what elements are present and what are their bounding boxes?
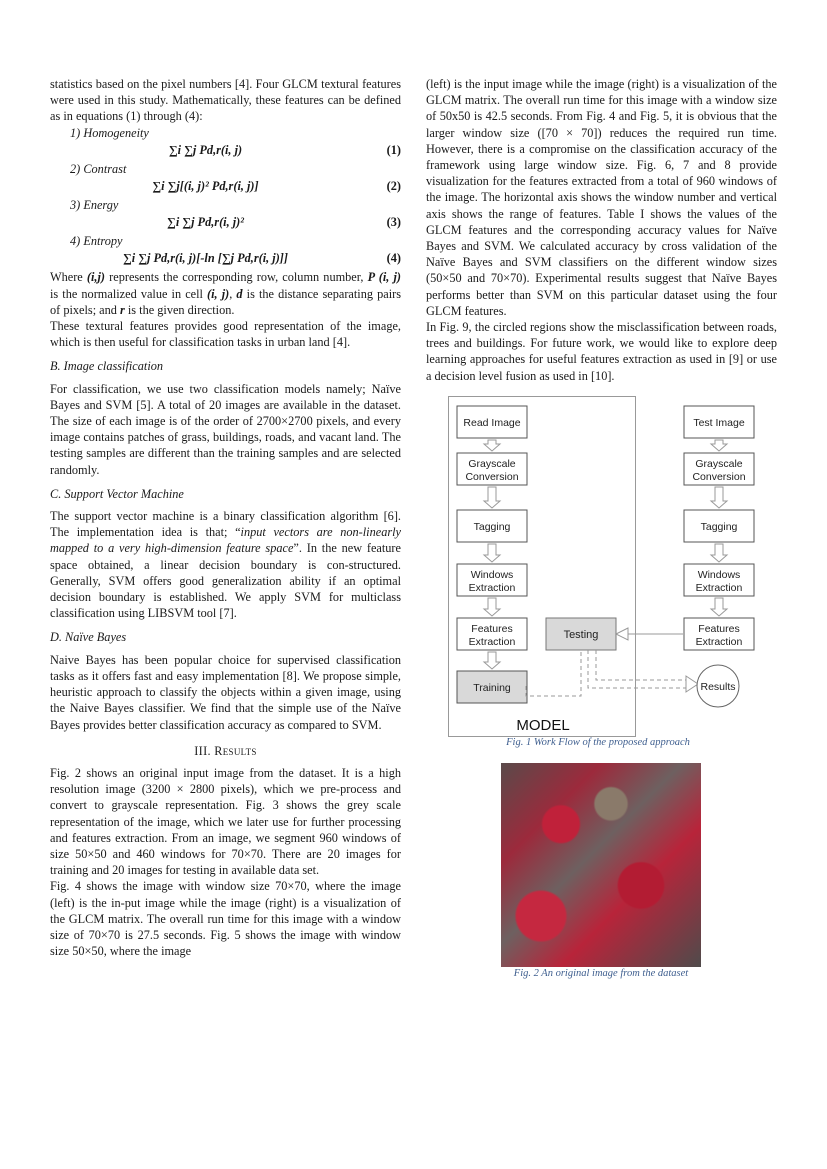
aerial-image (501, 763, 701, 967)
paragraph-image-classification: For classification, we use two classification models namely; Naïve Bayes and SVM [5]. A total of 20 images are available in the dataset. The size of each image is of the order of 2700×2700 pixels, and every image contains patches of grass, buildings, roads, and vacant land. The testing samples are different than the training samples and are selected randomly. (50, 381, 401, 477)
equation-number: (2) (386, 179, 401, 194)
model-box-label: Extraction (468, 582, 516, 594)
model-box-label: Extraction (468, 636, 516, 648)
model-label: MODEL (516, 717, 570, 734)
test-box-label: Features (698, 623, 740, 635)
test-box-label: Extraction (695, 636, 743, 648)
paragraph-naive-bayes: Naive Bayes has been popular choice for supervised classification tasks as it offers fast and easy implementation [8]. We propose simple, heuristic approach to classify the objects within a given image, using the Naive Bayes classifier. We find that the simple use of the Naïve Bayes provides better classification accuracy as compared to SVM. (50, 652, 401, 732)
equation-expression: ∑i ∑j Pd,r(i, j)² (167, 215, 244, 230)
test-box-label: Windows (697, 569, 741, 581)
results-label: Results (700, 681, 736, 693)
paragraph-svm: The support vector machine is a binary classification algorithm [6]. The implementation idea is that; “input vectors are non-linearly mapped to a very high-dimension feature space”. In the new feature space obtained, a linear decision boundary is con-structured. Generally, SVM offers good generalization ability if an optimal decision boundary is established. We apply SVM for multiclass classification using LIBSVM tool [7]. (50, 509, 402, 621)
paragraph-right-1: (left) is the input image while the image (right) is a visualization of the GLCM matrix. The overall run time for this image with a window size of 50x50 is 42.5 seconds. From Fig. 4 and Fig. 5, it is obvious that the larger window size ([70 × 70]) reduces the required run time. However, there is a compromise on the classification accuracy of the framework using large window size. Fig. 6, 7 and 8 provide visualization for the features extracted from a total of 960 windows of the image. The horizontal axis shows the window number and vertical axis shows the range of features. Table I shows the values of the GLCM features and the corresponding accuracy values for Naïve Bayes and SVM. We calculated accuracy by cross validation of the Naïve Bayes and SVM classifiers on the different window sizes (50×50 and 70×70). Experimental results suggest that Naïve Bayes performs better than SVM on this particular dataset using the four GLCM features. (426, 77, 777, 318)
right-column (426, 76, 777, 384)
testing-label: Testing (563, 629, 599, 641)
arrow-to-testing (616, 628, 683, 640)
equation-expression: ∑i ∑j Pd,r(i, j)[-ln [∑j Pd,r(i, j)]] (123, 251, 288, 266)
test-down-arrow (711, 487, 727, 508)
workflow-diagram (448, 396, 823, 741)
test-box-label: Test Image (693, 417, 745, 429)
equation-number: (4) (386, 251, 401, 266)
test-box-label: Conversion (692, 471, 746, 483)
test-down-arrow (711, 544, 727, 562)
equation-label: 1) Homogeneity (70, 125, 149, 140)
equation-homogeneity (50, 125, 401, 161)
equation-expression: ∑i ∑j Pd,r(i, j) (168, 142, 243, 157)
test-box-label: Extraction (695, 582, 743, 594)
model-box-label: Features (471, 623, 513, 635)
equation-expression: ∑i ∑j[(i, j)² Pd,r(i, j)] (152, 179, 259, 194)
test-down-arrow (711, 440, 727, 451)
equation-label: 4) Entropy (70, 234, 123, 249)
paragraph-results-2: Fig. 4 shows the image with window size 70×70, where the image (left) is the in-put image while the image (right) is a visualization of the GLCM matrix. The overall run time for this image with a window size of 70×70 is 27.5 seconds. Fig. 5 shows the image with window size 50×50, where the image (50, 879, 401, 959)
equation-number: (1) (386, 142, 401, 157)
test-box-label: Tagging (700, 521, 738, 533)
test-box-label: Grayscale (695, 458, 743, 470)
model-box-label: Windows (470, 569, 514, 581)
section-heading-image-classification: B. Image classification (50, 359, 164, 374)
equation-number: (3) (386, 215, 401, 230)
figure-workflow (448, 396, 823, 741)
model-box-label: Tagging (473, 521, 511, 533)
test-down-arrow (711, 598, 727, 616)
paragraph-texture: These textural features provides good representation of the image, which is then useful for classification tasks in urban land [4]. (50, 319, 401, 350)
paragraph-intro: statistics based on the pixel numbers [4]. Four GLCM textural features were used in this study. Mathematically, these features can be defined as in equations (1) through (4): (50, 77, 401, 124)
model-box-label: Conversion (465, 471, 519, 483)
model-box-label: Training (473, 682, 511, 694)
arrowhead-results (686, 676, 698, 692)
section-heading-svm: C. Support Vector Machine (50, 486, 184, 501)
equation-entropy (50, 233, 401, 269)
left-column (50, 76, 401, 959)
model-box-label: Read Image (463, 417, 521, 429)
paragraph-right-2: In Fig. 9, the circled regions show the misclassification between roads, trees and buildings. For future work, we would like to explore deep learning approaches for useful features extraction as used in [9] or use a decision level fusion as used in [10]. (426, 320, 777, 383)
model-box-label: Grayscale (468, 458, 516, 470)
section-heading-naive-bayes: D. Naïve Bayes (50, 630, 127, 645)
equation-energy (50, 197, 401, 233)
section-heading-results: III. Results (194, 743, 257, 758)
test-boxes (684, 406, 754, 650)
paragraph-where: Where (i,j) represents the corresponding row, column number, P (i, j) is the normalized value in cell (i, j), d is the distance separating pairs of pixels; and r is the given direction. (50, 270, 401, 317)
figure-1-caption: Fig. 1 Work Flow of the proposed approach (506, 737, 690, 748)
equation-label: 3) Energy (70, 198, 119, 213)
equation-contrast (50, 161, 401, 197)
equation-label: 2) Contrast (70, 161, 127, 176)
figure-2-caption: Fig. 2 An original image from the dataset (513, 968, 689, 979)
paragraph-results-1: Fig. 2 shows an original input image from the dataset. It is a high resolution image (3200 × 2800 pixels), which we pre-process and convert to grayscale representation. Fig. 3 shows the grey scale representation of the image, which we later use for further processing and features extraction. From an image, we segment 960 windows of size 50×50 and 460 windows for 70×70. There are 20 images for training and 20 images for testing in available data set. (50, 765, 401, 878)
